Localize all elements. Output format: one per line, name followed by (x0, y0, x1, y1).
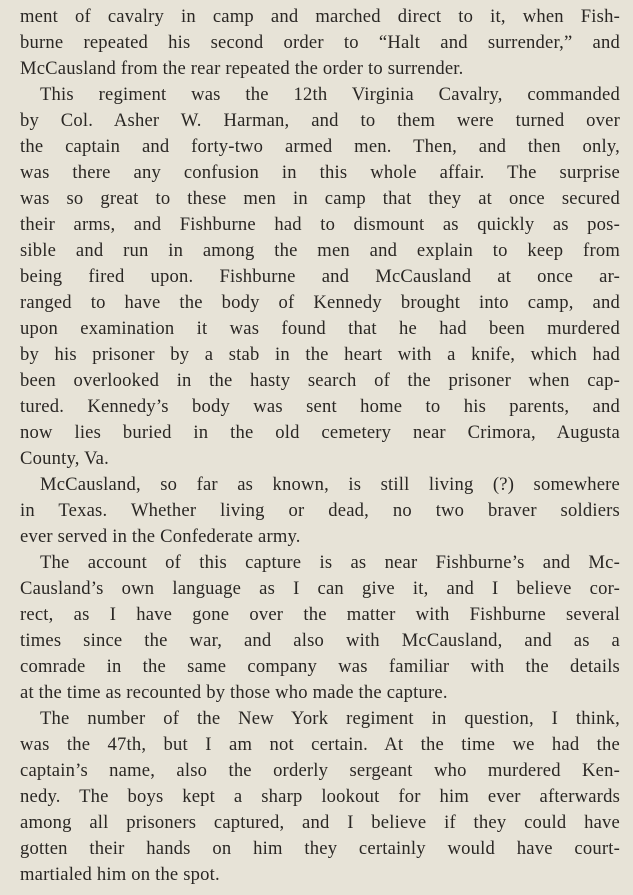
text-line: was the 47th, but I am not certain. At the time we had the (20, 734, 620, 755)
text-line: This regiment was the 12th Virginia Cavalry, commanded (40, 84, 620, 105)
text-line: by his prisoner by a stab in the heart with a knife, which had (20, 344, 620, 365)
text-line: ment of cavalry in camp and marched direct to it, when Fish- (20, 6, 620, 27)
text-line: The account of this capture is as near Fishburne’s and Mc- (40, 552, 620, 573)
text-line: nedy. The boys kept a sharp lookout for him ever afterwards (20, 786, 620, 807)
text-line: now lies buried in the old cemetery near Crimora, Augusta (20, 422, 620, 443)
text-line: sible and run in among the men and explain to keep from (20, 240, 620, 261)
text-line: was so great to these men in camp that they at once secured (20, 188, 620, 209)
text-line: upon examination it was found that he had been murdered (20, 318, 620, 339)
text-line: been overlooked in the hasty search of the prisoner when cap- (20, 370, 620, 391)
text-line: martialed him on the spot. (20, 864, 220, 885)
text-line: the captain and forty-two armed men. Then, and then only, (20, 136, 620, 157)
text-line: McCausland from the rear repeated the order to surrender. (20, 58, 464, 79)
text-line: comrade in the same company was familiar with the details (20, 656, 620, 677)
text-line: captain’s name, also the orderly sergeant who murdered Ken- (20, 760, 620, 781)
text-line: Causland’s own language as I can give it, and I believe cor- (20, 578, 620, 599)
text-line: burne repeated his second order to “Halt and surrender,” and (20, 32, 620, 53)
text-line: their arms, and Fishburne had to dismount as quickly as pos- (20, 214, 620, 235)
text-line: among all prisoners captured, and I believe if they could have (20, 812, 620, 833)
text-line: being fired upon. Fishburne and McCausland at once ar- (20, 266, 620, 287)
text-line: The number of the New York regiment in question, I think, (40, 708, 620, 729)
text-line: ranged to have the body of Kennedy brought into camp, and (20, 292, 620, 313)
text-line: at the time as recounted by those who made the capture. (20, 682, 448, 703)
text-line: by Col. Asher W. Harman, and to them were turned over (20, 110, 620, 131)
text-line: in Texas. Whether living or dead, no two braver soldiers (20, 500, 620, 521)
text-line: gotten their hands on him they certainly would have court- (20, 838, 620, 859)
text-line: rect, as I have gone over the matter with Fishburne several (20, 604, 620, 625)
document-page (20, 4, 620, 892)
text-line: ever served in the Confederate army. (20, 526, 301, 547)
text-line: tured. Kennedy’s body was sent home to his parents, and (20, 396, 620, 417)
text-line: was there any confusion in this whole affair. The surprise (20, 162, 620, 183)
text-line: County, Va. (20, 448, 109, 469)
text-line: times since the war, and also with McCausland, and as a (20, 630, 620, 651)
text-line: McCausland, so far as known, is still living (?) somewhere (40, 474, 620, 495)
